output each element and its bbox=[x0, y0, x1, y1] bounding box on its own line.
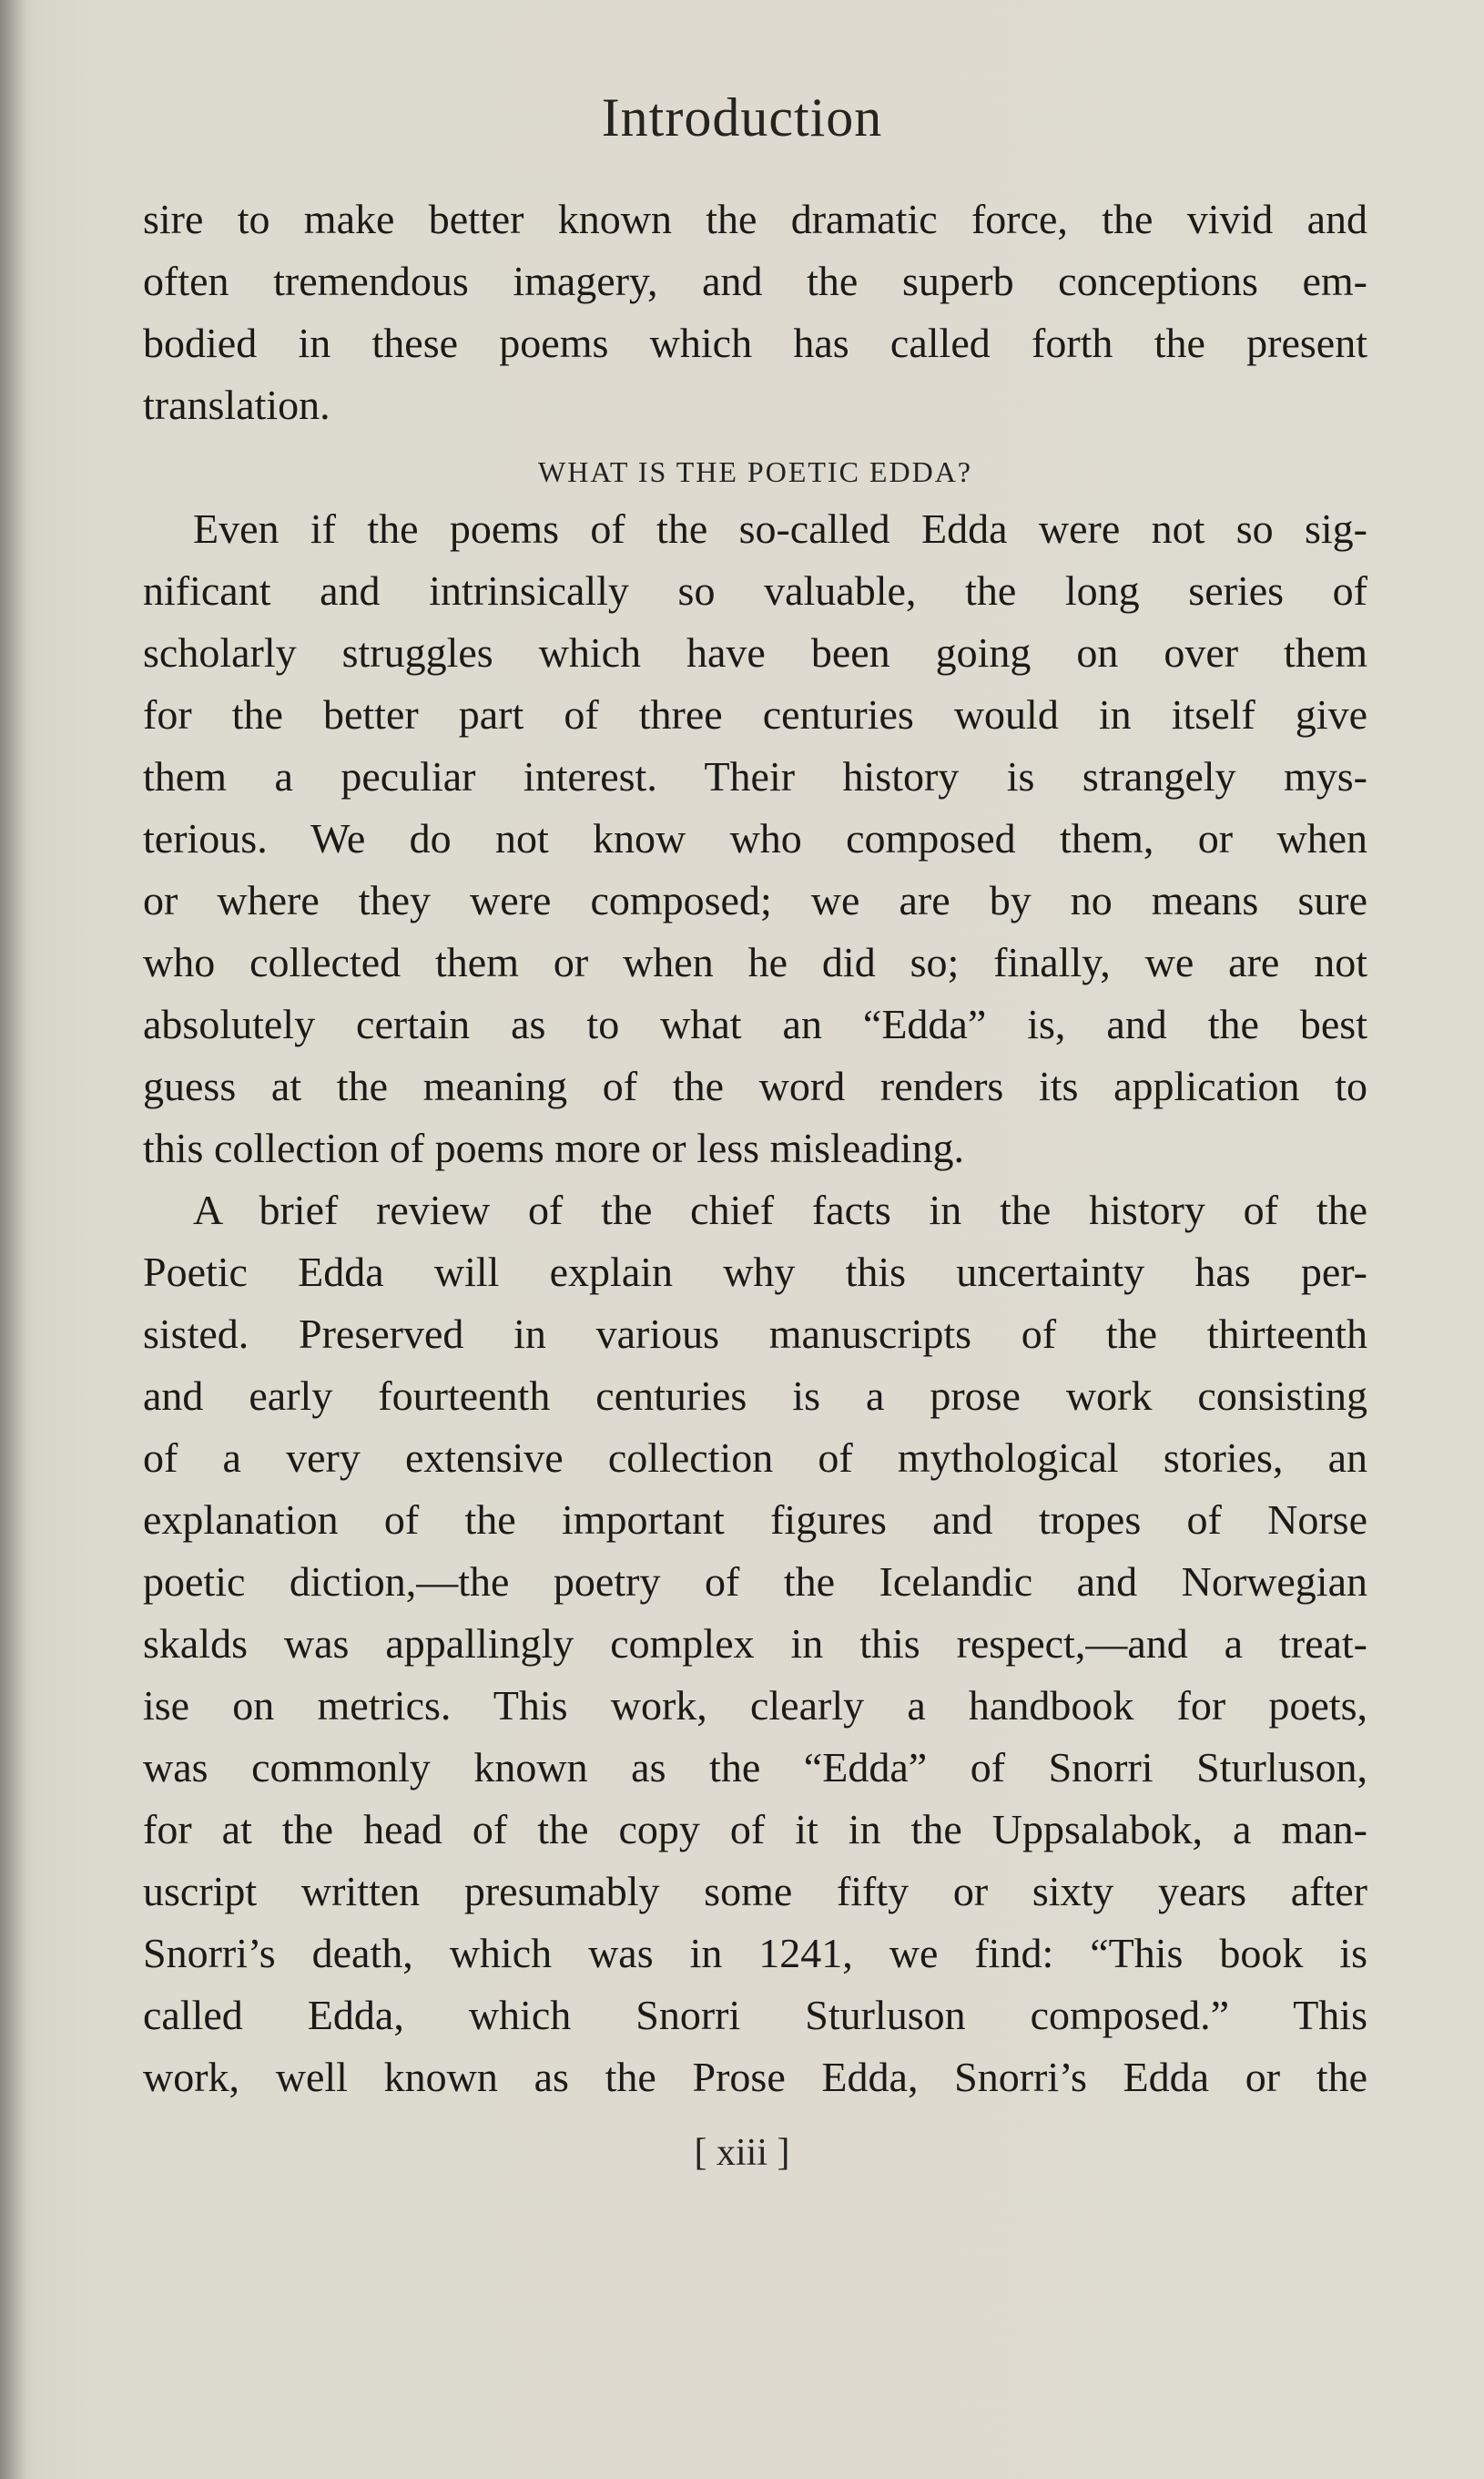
text-line: or where they were composed; we are by no means sure bbox=[143, 877, 1367, 923]
text-line: Snorri’s death, which was in 1241, we find: “This book is bbox=[143, 1930, 1367, 1976]
text-line: often tremendous imagery, and the superb conceptions em- bbox=[143, 258, 1367, 304]
text-line: bodied in these poems which has called forth the present bbox=[143, 320, 1367, 366]
text-line: scholarly struggles which have been going on over them bbox=[143, 629, 1367, 676]
text-line: was commonly known as the “Edda” of Snorri Sturluson, bbox=[143, 1744, 1367, 1790]
text-line: for the better part of three centuries would in itself give bbox=[143, 691, 1367, 738]
text-line: Poetic Edda will explain why this uncertainty has per- bbox=[143, 1249, 1367, 1295]
text-line: of a very extensive collection of mythological stories, an bbox=[143, 1434, 1367, 1481]
page-number: [ xiii ] bbox=[694, 2132, 790, 2174]
text-line: guess at the meaning of the word renders its application to bbox=[143, 1063, 1367, 1109]
text-line: them a peculiar interest. Their history is strangely mys- bbox=[143, 753, 1367, 800]
text-line: Even if the poems of the so-called Edda were not so sig- bbox=[193, 505, 1367, 552]
text-line: this collection of poems more or less misleading. bbox=[143, 1125, 964, 1171]
text-line: ise on metrics. This work, clearly a handbook for poets, bbox=[143, 1682, 1367, 1729]
text-line: sire to make better known the dramatic force, the vivid and bbox=[143, 196, 1367, 242]
text-line: terious. We do not know who composed them, or when bbox=[143, 815, 1367, 862]
text-line: called Edda, which Snorri Sturluson composed.” This bbox=[143, 1992, 1367, 2038]
text-line: explanation of the important figures and tropes of Norse bbox=[143, 1496, 1367, 1543]
running-head: Introduction bbox=[601, 87, 883, 148]
text-line: sisted. Preserved in various manuscripts of the thirteenth bbox=[143, 1311, 1367, 1357]
text-line: who collected them or when he did so; finally, we are not bbox=[143, 939, 1367, 985]
text-line: poetic diction,—the poetry of the Icelandic and Norwegian bbox=[143, 1558, 1367, 1605]
text-line: translation. bbox=[143, 382, 330, 428]
text-block bbox=[143, 189, 1367, 2108]
text-line: A brief review of the chief facts in the history of the bbox=[193, 1187, 1367, 1233]
text-line: skalds was appallingly complex in this respect,—and a treat- bbox=[143, 1620, 1367, 1667]
text-line: for at the head of the copy of it in the Uppsalabok, a man- bbox=[143, 1806, 1367, 1852]
gutter-shadow bbox=[0, 0, 27, 2479]
section-heading: WHAT IS THE POETIC EDDA? bbox=[538, 455, 972, 488]
text-line: absolutely certain as to what an “Edda” is, and the best bbox=[143, 1001, 1367, 1047]
text-line: work, well known as the Prose Edda, Snorri’s Edda or the bbox=[143, 2054, 1367, 2100]
text-line: uscript written presumably some fifty or sixty years after bbox=[143, 1868, 1367, 1914]
text-line: nificant and intrinsically so valuable, the long series of bbox=[143, 567, 1367, 614]
text-line: and early fourteenth centuries is a prose work consisting bbox=[143, 1372, 1367, 1419]
